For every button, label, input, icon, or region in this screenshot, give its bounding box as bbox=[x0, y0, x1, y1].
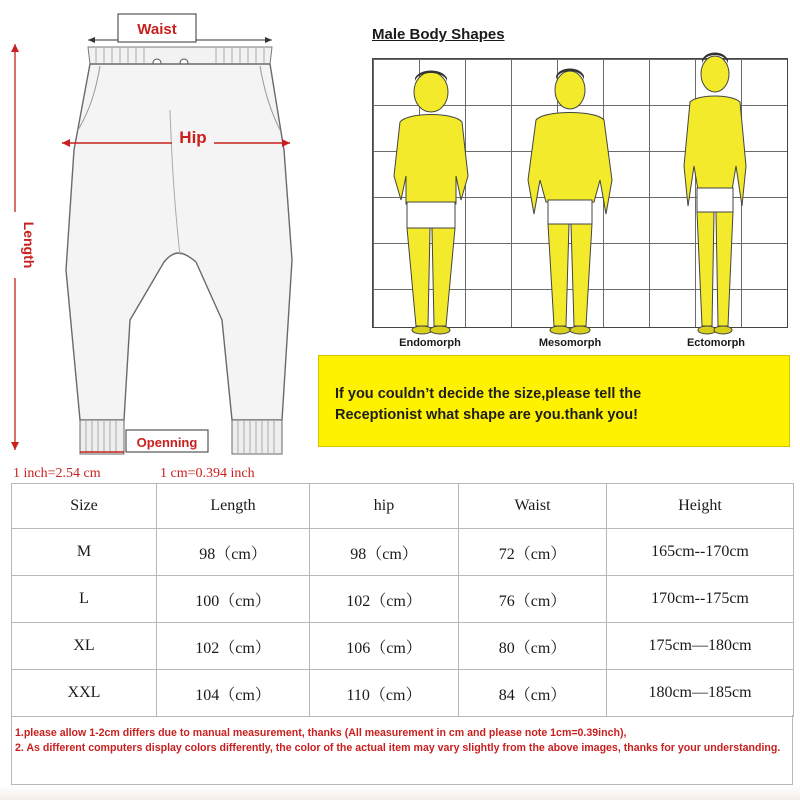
cell-height: 175cm—180cm bbox=[607, 623, 794, 670]
size-help-message-box bbox=[318, 355, 790, 447]
cell-waist: 84（cm） bbox=[459, 670, 607, 717]
size-chart-table bbox=[11, 483, 794, 717]
note-1: 1.please allow 1-2cm differs due to manual measurement, thanks (All measurement in cm and please note 1cm=0.39inch), bbox=[15, 727, 627, 739]
table-row bbox=[12, 529, 794, 576]
cell-waist: 72（cm） bbox=[459, 529, 607, 576]
note-2: 2. As different computers display colors differently, the color of the actual item may vary slightly from the above images, thanks for your understanding. bbox=[15, 742, 781, 754]
hip-label: Hip bbox=[179, 128, 207, 147]
cell-size: XL bbox=[12, 623, 157, 670]
inch-to-cm-conversion: 1 inch=2.54 cm bbox=[13, 466, 101, 481]
body-shapes-panel bbox=[312, 10, 794, 450]
length-label: Length bbox=[21, 221, 37, 269]
header-waist: Waist bbox=[459, 484, 607, 529]
header-size: Size bbox=[12, 484, 157, 529]
mesomorph-label: Mesomorph bbox=[538, 337, 602, 349]
ectomorph-label: Ectomorph bbox=[686, 337, 746, 349]
notes-box bbox=[11, 715, 793, 785]
cell-height: 170cm--175cm bbox=[607, 576, 794, 623]
header-height: Height bbox=[607, 484, 794, 529]
size-help-message bbox=[335, 384, 785, 426]
header-length: Length bbox=[157, 484, 310, 529]
cell-length: 102（cm） bbox=[157, 623, 310, 670]
table-header-row bbox=[12, 484, 794, 529]
cell-hip: 106（cm） bbox=[310, 623, 459, 670]
cell-size: L bbox=[12, 576, 157, 623]
bottom-edge-strip bbox=[0, 786, 800, 800]
cell-length: 98（cm） bbox=[157, 529, 310, 576]
body-shapes-title: Male Body Shapes bbox=[372, 26, 505, 43]
cell-waist: 76（cm） bbox=[459, 576, 607, 623]
cell-length: 100（cm） bbox=[157, 576, 310, 623]
endomorph-figure bbox=[376, 64, 486, 336]
mesomorph-figure bbox=[520, 64, 620, 336]
cell-hip: 110（cm） bbox=[310, 670, 459, 717]
header-hip: hip bbox=[310, 484, 459, 529]
table-row bbox=[12, 670, 794, 717]
cm-to-inch-conversion: 1 cm=0.394 inch bbox=[160, 466, 255, 481]
cell-size: XXL bbox=[12, 670, 157, 717]
size-help-message-line-2: Receptionist what shape are you.thank you! bbox=[335, 407, 638, 423]
ectomorph-figure bbox=[670, 50, 760, 336]
table-row bbox=[12, 576, 794, 623]
pants-diagram bbox=[0, 0, 310, 470]
cell-hip: 98（cm） bbox=[310, 529, 459, 576]
opening-label: Openning bbox=[136, 435, 198, 450]
cell-hip: 102（cm） bbox=[310, 576, 459, 623]
table-row bbox=[12, 623, 794, 670]
cell-waist: 80（cm） bbox=[459, 623, 607, 670]
waist-label: Waist bbox=[137, 21, 177, 38]
cell-length: 104（cm） bbox=[157, 670, 310, 717]
cell-height: 165cm--170cm bbox=[607, 529, 794, 576]
size-help-message-line-1: If you couldn’t decide the size,please tell the bbox=[335, 386, 642, 402]
cell-height: 180cm—185cm bbox=[607, 670, 794, 717]
endomorph-label: Endomorph bbox=[399, 337, 461, 349]
cell-size: M bbox=[12, 529, 157, 576]
